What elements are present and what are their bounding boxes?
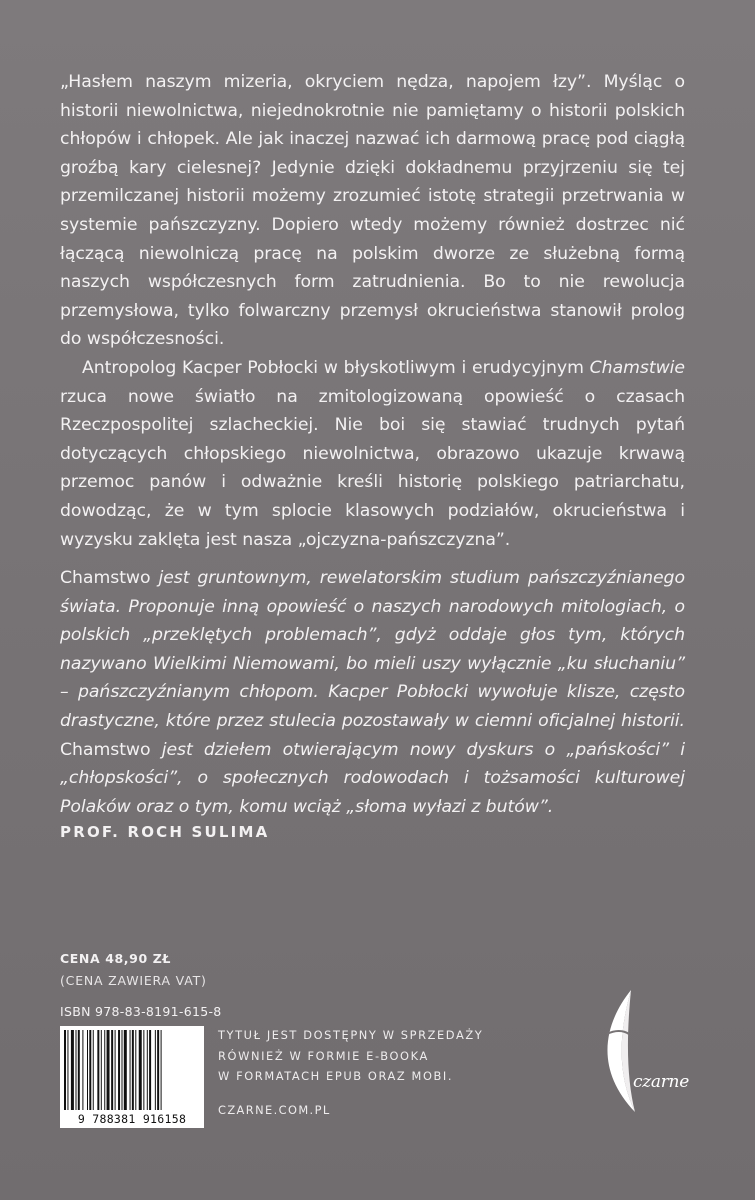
czarne-logo [595,990,689,1120]
barcode-bar [67,1030,68,1110]
barcode-bar [135,1030,136,1110]
barcode-bar [122,1030,123,1110]
ebook-line-3: W FORMATACH EPUB ORAZ MOBI. [218,1069,454,1084]
review-paragraph [60,564,685,821]
barcode-bar [82,1030,83,1110]
barcode-bar [89,1030,91,1110]
czarne-logo-icon [595,990,685,1120]
barcode-bar [155,1030,156,1110]
barcode-number: 9 788381 916158 [77,1112,187,1126]
barcode-bar [132,1030,134,1110]
barcode-bar [130,1030,131,1110]
barcode-bar [93,1030,94,1110]
price-info [60,948,207,992]
czarne-logo-text: czarne [633,1072,689,1092]
blurb-paragraph-2-end: rzuca nowe światło na zmitologizowaną opowieść o czasach Rzeczpospolitej szlacheckiej. Nie boi się stawiać trudnych pytań dotyczących chłopskiego niewolnictwa, obrazowo ukazuje krwawą przemoc panów i odważnie kreśli historię polskiego patriarchatu, dowodząc, że w tym splocie klasowych podziałów, okrucieństwa i wyzysku zaklęta jest nasza „ojczyzna-pańszczyzna”. [60,386,685,550]
review-book-title-1: Chamstwo [60,568,151,588]
barcode-bar [147,1030,148,1110]
barcode-bar [71,1030,74,1110]
ebook-line-2: RÓWNIEŻ W FORMIE E-BOOKA [218,1048,429,1063]
barcode [60,1026,204,1128]
barcode-bar [101,1030,102,1110]
barcode-bar [161,1030,162,1110]
barcode-bar [115,1030,116,1110]
barcode-bar [64,1030,66,1110]
barcode-bar [104,1030,105,1110]
barcode-bar [87,1030,88,1110]
barcode-bar [78,1030,80,1110]
barcode-bar [149,1030,151,1110]
ebook-line-1: TYTUŁ JEST DOSTĘPNY W SPRZEDAŻY [218,1028,484,1042]
review-author: PROF. ROCH SULIMA [60,823,270,842]
publisher-website: CZARNE.COM.PL [218,1103,331,1117]
barcode-bar [157,1030,159,1110]
vat-note: (CENA ZAWIERA VAT) [60,973,207,988]
book-title-italic: Chamstwie [589,357,685,378]
barcode-bar [124,1030,127,1110]
back-cover-blurb [60,68,685,554]
barcode-bar [118,1030,120,1110]
barcode-bar [76,1030,77,1110]
barcode-bar [139,1030,142,1110]
barcode-bar [143,1030,144,1110]
barcode-bar [111,1030,113,1110]
barcode-bar [107,1030,110,1110]
blurb-paragraph-2 [60,354,685,554]
barcode-graphic [60,1026,204,1128]
isbn-label: ISBN 978-83-8191-615-8 [60,1004,222,1019]
barcode-bar [97,1030,99,1110]
ebook-availability [218,1025,483,1087]
blurb-paragraph-1: „Hasłem naszym mizeria, okryciem nędza, napojem łzy”. Myśląc o historii niewolnictwa, niejednokrotnie nie pamiętamy o historii polskich chłopów i chłopek. Ale jak inaczej nazwać ich darmową pracę pod ciągłą groźbą kary cielesnej? Jedynie dzięki dokładnemu przyjrzeniu się tej przemilczanej historii możemy zrozumieć istotę strategii przetrwania w systemie pańszczyzny. Dopiero wtedy możemy również dostrzec nić łączącą niewolniczą pracę na polskim dworze ze służebną formą naszych współczesnych form zatrudnienia. Bo to nie rewolucja przemysłowa, tylko folwarczny przemysł okrucieństwa stanowił prolog do współczesności. [60,72,685,350]
review-book-title-2: Chamstwo [60,739,151,760]
blurb-paragraph-2-start: Antropolog Kacper Pobłocki w błyskotliwym i erudycyjnym [82,357,590,378]
review-text-1: jest gruntownym, rewelatorskim studium pańszczyźnianego świata. Proponuje inną opowieść o naszych narodowych mitologiach, o polskich „przeklętych problemach”, gdyż oddaje głos tym, których nazywano Wielkimi Niemowami, bo mieli uszy wyłącznie „ku słuchaniu” – pańszczyźnianym chłopom. Kacper Pobłocki wywołuje klisze, często drastyczne, które przez stulecia pozostawały w ciemni oficjalnej historii. [60,568,685,731]
review-quote [60,564,685,841]
review-text-2: jest dziełem otwierającym nowy dyskurs o „pańskości” i „chłopskości”, o społecznych rodowodach i tożsamości kulturowej Polaków oraz o tym, komu wciąż „słoma wyłazi z butów”. [60,739,685,817]
price-label: CENA 48,90 ZŁ [60,951,171,966]
